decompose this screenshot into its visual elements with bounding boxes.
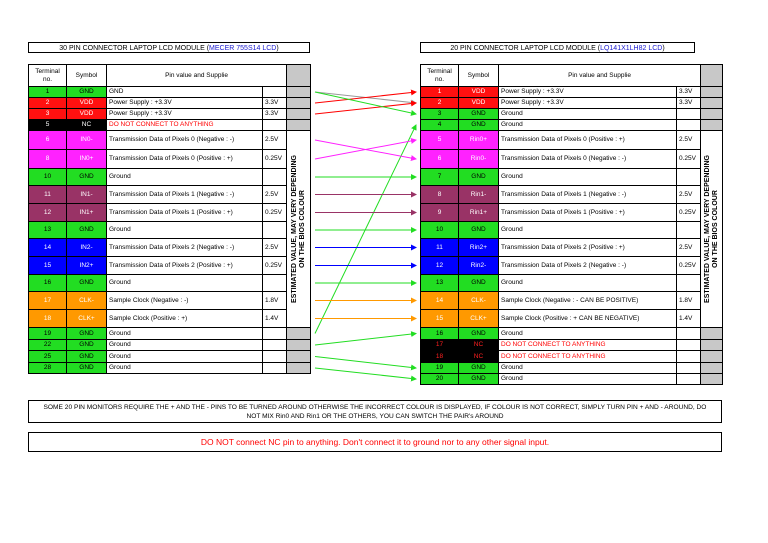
pin-symbol: CLK- xyxy=(459,292,499,310)
pin-symbol: GND xyxy=(459,328,499,340)
pin-symbol: GND xyxy=(67,275,107,292)
terminal-header: Terminal no. xyxy=(421,65,459,87)
pin-symbol: GND xyxy=(459,169,499,186)
terminal-number: 11 xyxy=(421,239,459,257)
connection-arrow xyxy=(315,334,416,346)
pin-symbol: CLK+ xyxy=(459,310,499,328)
pin-description: Transmission Data of Pixels 0 (Negative : -) xyxy=(107,131,263,150)
pin-description: DO NOT CONNECT TO ANYTHING xyxy=(107,120,263,131)
connection-arrow xyxy=(315,92,416,114)
pin-description: Ground xyxy=(499,109,677,120)
terminal-number: 4 xyxy=(421,120,459,131)
pin-description: Ground xyxy=(107,169,263,186)
pin-description: Sample Clock (Negative : - CAN BE POSITIVE) xyxy=(499,292,677,310)
terminal-number: 28 xyxy=(29,363,67,374)
pin-description: Sample Clock (Negative : -) xyxy=(107,292,263,310)
pin-voltage: 2.5V xyxy=(263,186,287,204)
pin-description: Ground xyxy=(107,328,263,340)
pin-symbol: GND xyxy=(459,120,499,131)
pin-voltage: 3.3V xyxy=(677,98,701,109)
pin-voltage: 3.3V xyxy=(263,109,287,120)
pin-voltage: 0.25V xyxy=(263,204,287,222)
pin-description: Ground xyxy=(499,328,677,340)
left-title-suffix: ) xyxy=(276,45,279,52)
estimated-value-line: ON THE BIOS COLOUR xyxy=(298,190,306,268)
pin-symbol: CLK- xyxy=(67,292,107,310)
estimated-value-line: ESTIMATED VALUE, MAY VERY DEPENDING xyxy=(290,155,298,303)
terminal-number: 25 xyxy=(29,351,67,363)
pin-symbol: Rin2- xyxy=(459,257,499,275)
right-title-suffix: ) xyxy=(662,45,665,52)
right-title-prefix: 20 PIN CONNECTOR LAPTOP LCD MODULE ( xyxy=(450,45,601,52)
pin-voltage: 2.5V xyxy=(263,131,287,150)
symbol-header: Symbol xyxy=(459,65,499,87)
pin-description: GND xyxy=(107,87,263,98)
terminal-number: 20 xyxy=(421,374,459,385)
right-title-model: LQ141X1LH82 LCD xyxy=(600,45,663,52)
terminal-number: 6 xyxy=(29,131,67,150)
terminal-number: 3 xyxy=(29,109,67,120)
pin-symbol: GND xyxy=(67,328,107,340)
pin-symbol: Rin1+ xyxy=(459,204,499,222)
connection-arrow xyxy=(315,368,416,379)
pin-description: Transmission Data of Pixels 1 (Negative : -) xyxy=(107,186,263,204)
pin-description: Power Supply : +3.3V xyxy=(499,87,677,98)
pin-description: Ground xyxy=(107,340,263,351)
pin-description: Power Supply : +3.3V xyxy=(107,98,263,109)
terminal-number: 13 xyxy=(421,275,459,292)
pin-symbol: Rin1- xyxy=(459,186,499,204)
pin-symbol: GND xyxy=(67,222,107,239)
pin-symbol: IN1- xyxy=(67,186,107,204)
left-title-prefix: 30 PIN CONNECTOR LAPTOP LCD MODULE ( xyxy=(59,45,210,52)
pin-voltage: 3.3V xyxy=(263,98,287,109)
pin-symbol: VDD xyxy=(459,87,499,98)
terminal-number: 16 xyxy=(421,328,459,340)
pin-symbol: GND xyxy=(459,109,499,120)
terminal-number: 18 xyxy=(29,310,67,328)
terminal-number: 9 xyxy=(421,204,459,222)
pin-symbol: GND xyxy=(67,340,107,351)
pin-value-header: Pin value and Supplie xyxy=(107,65,287,87)
pin-description: Ground xyxy=(107,275,263,292)
terminal-number: 13 xyxy=(29,222,67,239)
polarity-note xyxy=(28,400,722,423)
pin-description: Ground xyxy=(499,222,677,239)
terminal-number: 14 xyxy=(421,292,459,310)
terminal-number: 2 xyxy=(421,98,459,109)
pin-symbol: Rin0- xyxy=(459,150,499,169)
pin-description: Sample Clock (Positive : +) xyxy=(107,310,263,328)
terminal-number: 15 xyxy=(29,257,67,275)
pin-description: Ground xyxy=(499,374,677,385)
pin-description: Ground xyxy=(107,363,263,374)
terminal-number: 12 xyxy=(29,204,67,222)
pin-symbol: IN0+ xyxy=(67,150,107,169)
pin-voltage: 0.25V xyxy=(677,257,701,275)
pin-description: Transmission Data of Pixels 1 (Positive : +) xyxy=(107,204,263,222)
pin-description: Ground xyxy=(499,275,677,292)
pin-symbol: GND xyxy=(67,363,107,374)
terminal-number: 2 xyxy=(29,98,67,109)
polarity-note-text: SOME 20 PIN MONITORS REQUIRE THE + AND THE - PINS TO BE TURNED AROUND OTHERWISE THE INCORRECT COLOUR IS DISPLAYED, IF COLOUR IS NOT CORRECT, SIMPLY TURN PIN + AND - AROUND, DO NOT MIX Rin0 AND Rin1 OR THE OTHERS, YOU CAN SWITCH THE PAIR's AROUND xyxy=(43,404,707,420)
pin-description: Power Supply : +3.3V xyxy=(499,98,677,109)
terminal-number: 11 xyxy=(29,186,67,204)
terminal-number: 5 xyxy=(29,120,67,131)
pin-description: Transmission Data of Pixels 0 (Positive : +) xyxy=(499,131,677,150)
terminal-number: 19 xyxy=(29,328,67,340)
pin-description: Transmission Data of Pixels 2 (Negative : -) xyxy=(499,257,677,275)
pin-symbol: VDD xyxy=(67,109,107,120)
pin-symbol: IN0- xyxy=(67,131,107,150)
terminal-number: 17 xyxy=(421,340,459,351)
estimated-value-line: ESTIMATED VALUE, MAY VERY DEPENDING xyxy=(703,155,711,303)
connection-arrow xyxy=(315,357,416,369)
pin-description: Ground xyxy=(499,169,677,186)
pin-symbol: NC xyxy=(459,351,499,363)
terminal-number: 10 xyxy=(29,169,67,186)
nc-warning-text: DO NOT connect NC pin to anything. Don't connect it to ground nor to any other signal input. xyxy=(200,437,550,447)
pin-description: DO NOT CONNECT TO ANYTHING xyxy=(499,340,677,351)
terminal-number: 14 xyxy=(29,239,67,257)
pin-value-header: Pin value and Supplie xyxy=(499,65,701,87)
pin-description: Sample Clock (Positive : + CAN BE NEGATIVE) xyxy=(499,310,677,328)
terminal-number: 22 xyxy=(29,340,67,351)
pin-symbol: NC xyxy=(67,120,107,131)
pin-voltage: 1.4V xyxy=(263,310,287,328)
terminal-number: 12 xyxy=(421,257,459,275)
estimated-value-line: ON THE BIOS COLOUR xyxy=(711,190,719,268)
pin-voltage: 3.3V xyxy=(677,87,701,98)
connection-arrow xyxy=(315,103,416,114)
pin-description: Transmission Data of Pixels 2 (Negative : -) xyxy=(107,239,263,257)
terminal-number: 8 xyxy=(29,150,67,169)
pin-symbol: VDD xyxy=(67,98,107,109)
pin-voltage: 1.4V xyxy=(677,310,701,328)
terminal-number: 15 xyxy=(421,310,459,328)
terminal-number: 8 xyxy=(421,186,459,204)
pin-symbol: IN2- xyxy=(67,239,107,257)
pin-symbol: GND xyxy=(459,363,499,374)
pin-description: DO NOT CONNECT TO ANYTHING xyxy=(499,351,677,363)
nc-warning xyxy=(28,432,722,452)
terminal-number: 19 xyxy=(421,363,459,374)
pin-description: Transmission Data of Pixels 0 (Positive : +) xyxy=(107,150,263,169)
pin-description: Transmission Data of Pixels 1 (Positive : +) xyxy=(499,204,677,222)
left-title-model: MECER 755S14 LCD xyxy=(209,45,277,52)
pin-symbol: Rin0+ xyxy=(459,131,499,150)
symbol-header: Symbol xyxy=(67,65,107,87)
terminal-number: 1 xyxy=(421,87,459,98)
terminal-number: 1 xyxy=(29,87,67,98)
pin-description: Transmission Data of Pixels 2 (Positive : +) xyxy=(499,239,677,257)
pin-symbol: GND xyxy=(67,87,107,98)
pin-voltage: 1.8V xyxy=(677,292,701,310)
pin-symbol: Rin2+ xyxy=(459,239,499,257)
terminal-header: Terminal no. xyxy=(29,65,67,87)
pin-description: Ground xyxy=(107,222,263,239)
terminal-number: 3 xyxy=(421,109,459,120)
terminal-number: 16 xyxy=(29,275,67,292)
pin-symbol: VDD xyxy=(459,98,499,109)
pin-voltage: 0.25V xyxy=(263,150,287,169)
pin-voltage: 2.5V xyxy=(263,239,287,257)
terminal-number: 6 xyxy=(421,150,459,169)
pin-voltage: 0.25V xyxy=(263,257,287,275)
pin-symbol: GND xyxy=(459,374,499,385)
terminal-number: 18 xyxy=(421,351,459,363)
pin-description: Power Supply : +3.3V xyxy=(107,109,263,120)
pin-voltage: 2.5V xyxy=(677,186,701,204)
pin-voltage: 0.25V xyxy=(677,150,701,169)
pin-description: Transmission Data of Pixels 2 (Positive : +) xyxy=(107,257,263,275)
pin-symbol: CLK+ xyxy=(67,310,107,328)
terminal-number: 7 xyxy=(421,169,459,186)
terminal-number: 5 xyxy=(421,131,459,150)
pin-symbol: IN1+ xyxy=(67,204,107,222)
terminal-number: 17 xyxy=(29,292,67,310)
pin-description: Transmission Data of Pixels 1 (Negative : -) xyxy=(499,186,677,204)
pin-voltage: 0.25V xyxy=(677,204,701,222)
pin-voltage: 2.5V xyxy=(677,131,701,150)
pin-description: Transmission Data of Pixels 0 (Negative : -) xyxy=(499,150,677,169)
pin-symbol: GND xyxy=(459,222,499,239)
pin-symbol: GND xyxy=(459,275,499,292)
pin-description: Ground xyxy=(499,363,677,374)
pin-symbol: GND xyxy=(67,351,107,363)
pin-voltage: 1.8V xyxy=(263,292,287,310)
pin-symbol: NC xyxy=(459,340,499,351)
terminal-number: 10 xyxy=(421,222,459,239)
pin-symbol: IN2+ xyxy=(67,257,107,275)
pin-description: Ground xyxy=(499,120,677,131)
pin-description: Ground xyxy=(107,351,263,363)
pin-symbol: GND xyxy=(67,169,107,186)
pin-voltage: 2.5V xyxy=(677,239,701,257)
